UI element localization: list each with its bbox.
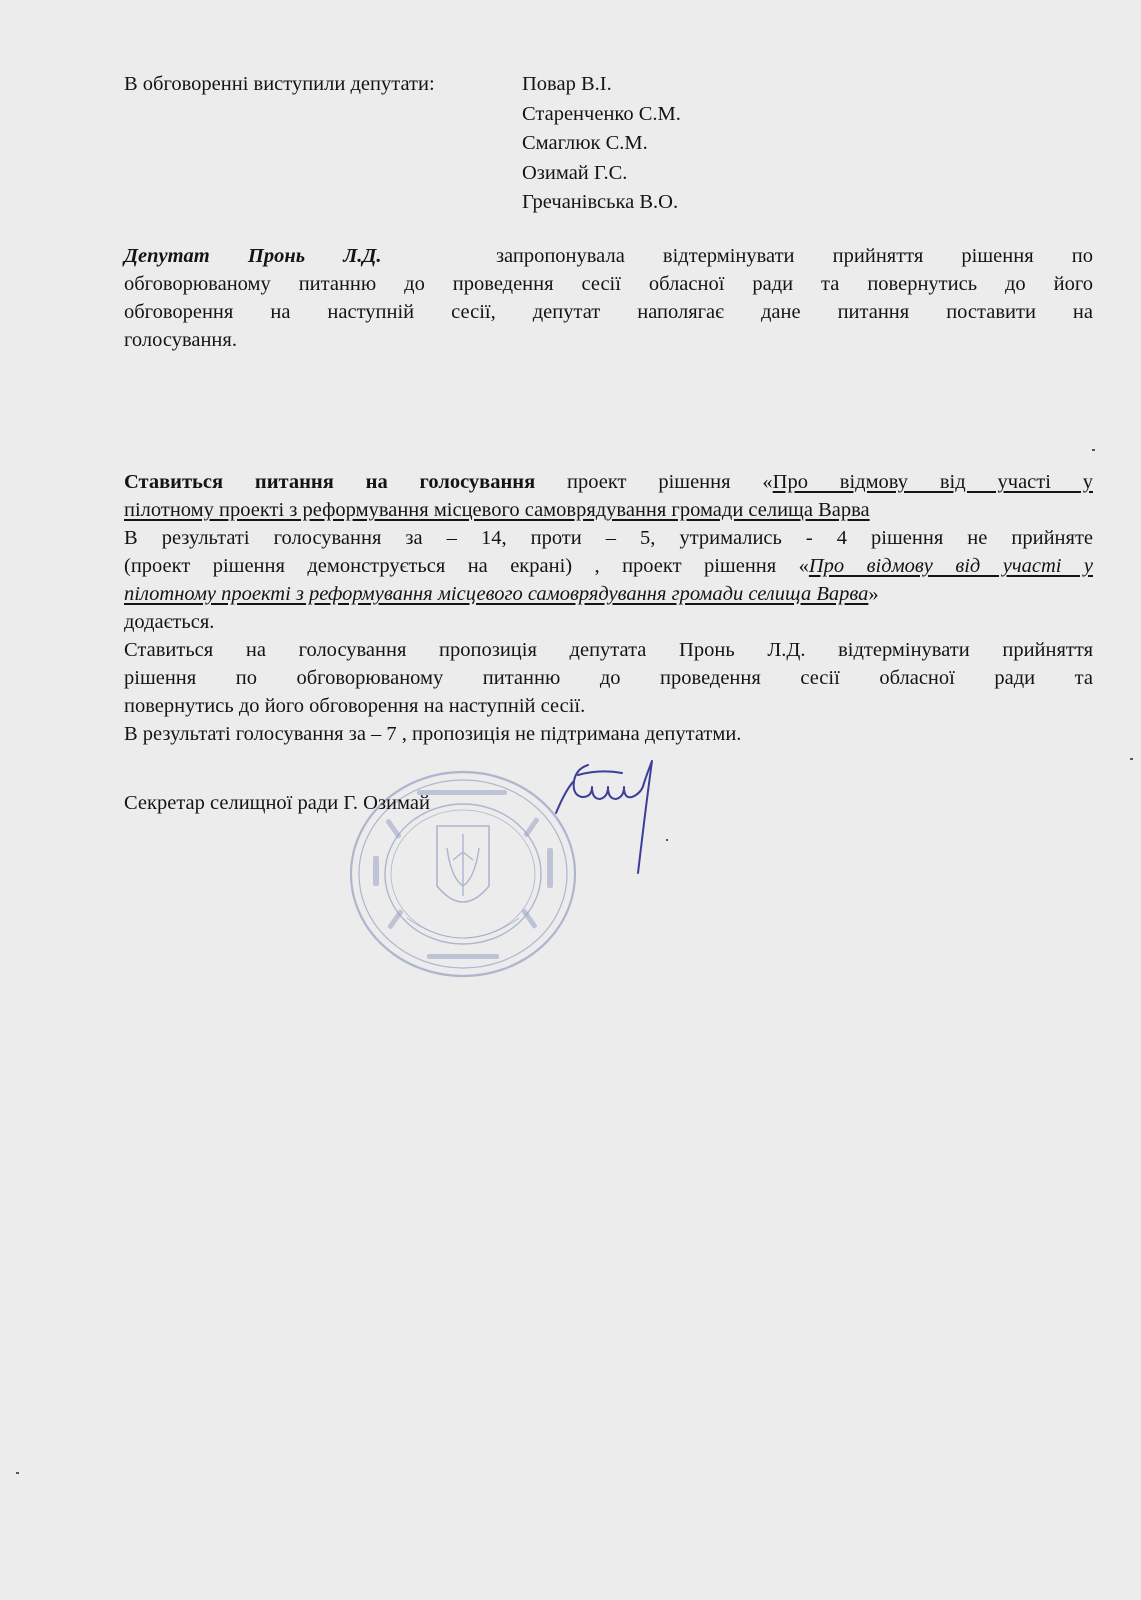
vote-line: Ставиться питання на голосування проект рішення «Про відмову від участі у <box>124 471 1094 493</box>
project-title: Про відмову від участі у <box>772 471 1094 493</box>
project-title-italic: пілотному проекті з реформування місцевого самоврядування громади селища Варва <box>124 583 869 605</box>
scan-speck <box>666 839 668 841</box>
vote-line: пілотному проекті з реформування місцевого самоврядування громади селища Варва» <box>124 583 879 605</box>
vote-result: В результаті голосування за – 14, проти – 5, утримались - 4 рішення не прийняте <box>124 527 1093 549</box>
vote-section <box>124 468 1093 748</box>
discussion-intro: В обговоренні виступили депутати: <box>124 73 435 95</box>
paragraph-line: обговорення на наступній сесії, депутат наполягає дане питання поставити на <box>124 301 1093 323</box>
vote-line: додається. <box>124 611 215 633</box>
speaker-name: Гречанівська В.О. <box>522 191 679 213</box>
proposal-line: рішення по обговорюваному питанню до проведення сесії обласної ради та <box>124 667 1093 689</box>
vote-line: (проект рішення демонструється на екрані) , проект рішення «Про відмову від участі у <box>124 555 1093 577</box>
vote-lead: Ставиться питання на голосування <box>124 471 536 493</box>
speakers-list <box>522 70 681 218</box>
speaker-name: Смаглюк С.М. <box>522 132 648 154</box>
handwritten-signature-icon <box>548 755 678 895</box>
scan-speck <box>1130 758 1133 760</box>
paragraph-line: голосування. <box>124 329 237 351</box>
deputy-proposal-paragraph <box>124 242 1093 354</box>
secretary-signature-line: Секретар селищної ради Г. Озимай <box>124 792 430 814</box>
proposal-line: Ставиться на голосування пропозиція депутата Пронь Л.Д. відтермінувати прийняття <box>124 639 1093 661</box>
paragraph-line: Депутат Пронь Л.Д. запропонувала відтермінувати прийняття рішення по <box>124 245 1093 267</box>
scan-speck <box>1092 449 1095 451</box>
project-title: пілотному проекті з реформування місцевого самоврядування громади селища Варва <box>124 499 870 521</box>
deputy-name: Депутат Пронь Л.Д. <box>124 245 382 267</box>
vote-line <box>124 496 1093 524</box>
project-title-italic: Про відмову від участі у <box>808 555 1093 577</box>
speaker-name: Озимай Г.С. <box>522 161 628 184</box>
proposal-line: повернутись до його обговорення на наступній сесії. <box>124 695 586 717</box>
paragraph-line: обговорюваному питанню до проведення сесії обласної ради та повернутись до його <box>124 273 1093 295</box>
speaker-name: Старенченко С.М. <box>522 102 681 125</box>
scan-speck <box>16 1472 19 1474</box>
speaker-name: Повар В.І. <box>522 73 612 95</box>
vote-result: В результаті голосування за – 7 , пропозиція не підтримана депутатми. <box>124 723 742 745</box>
